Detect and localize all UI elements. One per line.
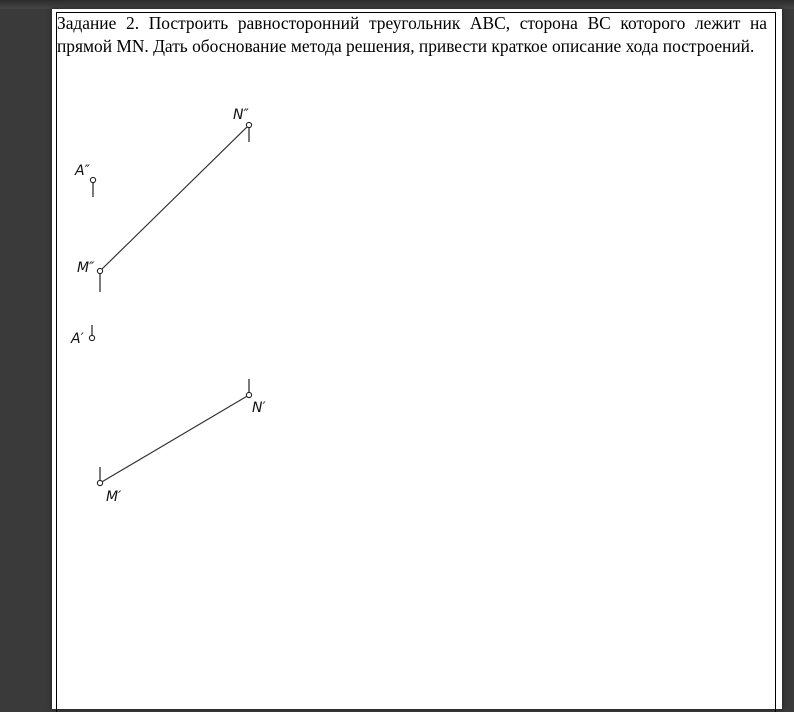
point-m1	[97, 480, 102, 485]
point-n2	[246, 122, 251, 127]
label-a1: A′	[71, 331, 84, 347]
label-m1: M′	[106, 489, 122, 505]
line-m2-n2	[100, 125, 249, 271]
point-a2	[90, 177, 95, 182]
point-a1	[89, 335, 94, 340]
viewer-background	[0, 0, 794, 9]
task-statement: Задание 2. Построить равносторонний треугольник ABC, сторона BC которого лежит на прямой MN. Дать обоснование метода решения, привести краткое описание хода построений.	[57, 13, 767, 56]
label-n1: N′	[252, 400, 266, 416]
line-m1-n1	[100, 395, 249, 483]
label-m2: M″	[77, 260, 95, 276]
point-m2	[97, 268, 102, 273]
point-n1	[246, 392, 251, 397]
projection-drawing	[52, 9, 782, 709]
label-n2: N″	[233, 107, 249, 123]
label-a2: A″	[75, 163, 90, 179]
document-page	[52, 9, 782, 709]
